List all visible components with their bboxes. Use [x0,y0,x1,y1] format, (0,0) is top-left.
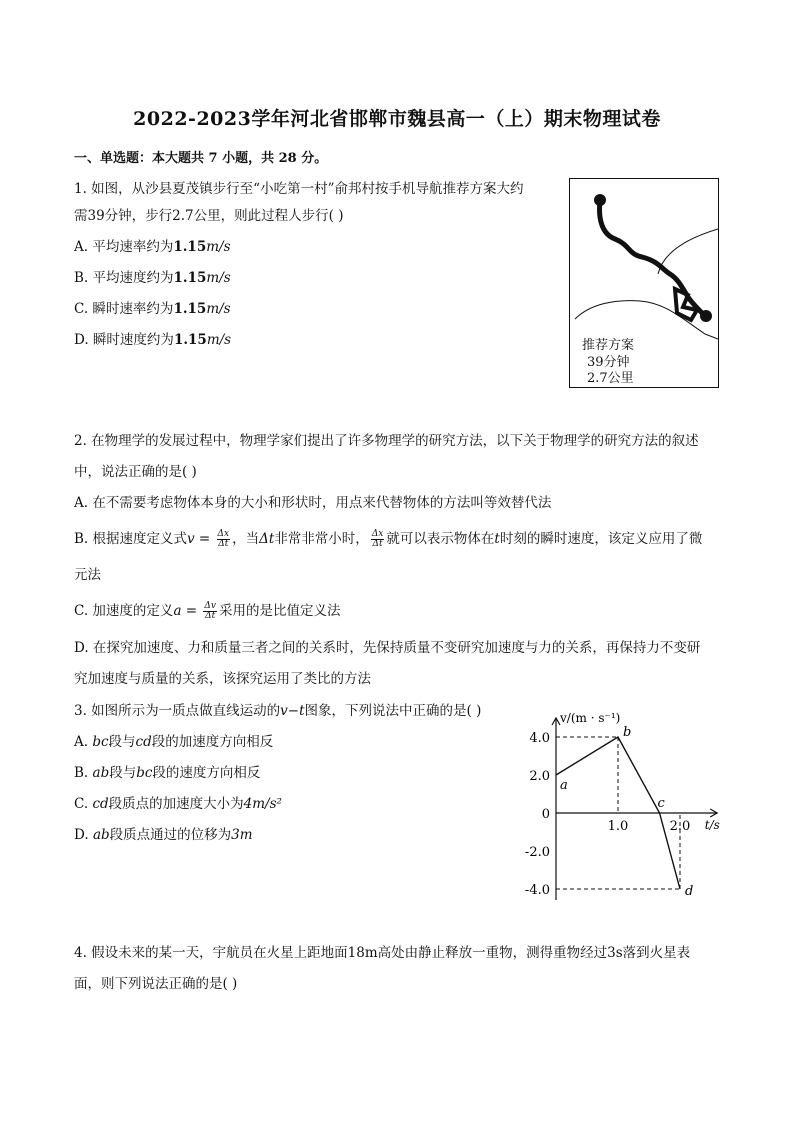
q2-option-b-text5: 时刻的瞬时速度，该定义应用了微 [499,531,703,547]
map-road-line [658,229,718,274]
q1-option-d-unit: m/s [206,332,232,348]
fraction-dx-dt: $\frac{\Delta x}{\Delta t}$ [217,529,230,549]
q3-d-p1: D. [74,827,93,843]
q3-c-p1: C. [74,796,93,812]
q2-option-d-line2: 究加速度与质量的关系，该探究运用了类比的方法 [74,671,371,687]
y-tick-label: 4.0 [529,731,550,746]
q3-stem [74,702,481,720]
q3-b-p1: B. [74,765,93,781]
q2-option-b-text4: 就可以表示物体在 [386,531,495,547]
q1-option-d-text: D. 瞬时速度约为 [74,332,174,348]
q1-stem-line2: 需39分钟，步行2.7公里，则此过程人步行( ) [74,208,344,224]
formula-v: v = [187,531,215,547]
q3-d-v1: ab [92,827,110,843]
point-label-d: d [685,884,694,899]
y-tick-label: 0 [541,807,550,822]
x-tick-label: 1.0 [607,819,629,834]
q2-stem-line2: 中，说法正确的是( ) [74,464,197,480]
q3-option-a [74,733,273,751]
q2-option-c [74,599,340,623]
q1-option-c-unit: m/s [206,301,231,317]
q1-option-c [74,300,231,318]
q3-option-d [74,826,253,844]
q1-option-c-text: C. 瞬时速率约为 [74,301,174,317]
symbol-t: t [494,531,500,547]
q1-option-b [74,269,231,287]
y-tick-label: 2.0 [529,769,550,784]
q1-option-a [74,238,231,256]
q2-option-a: A. 在不需要考虑物体本身的大小和形状时，用点来代替物体的方法叫等效替代法 [74,495,552,511]
q1-option-a-text: A. 平均速率约为 [74,239,174,255]
fraction-dv-dt: $\frac{\Delta v}{\Delta t}$ [204,601,216,621]
q1-stem-line1: 1. 如图，从沙县夏茂镇步行至“小吃第一村”俞邦村按手机导航推荐方案大约 [74,181,524,197]
q3-d-v2: 3m [231,827,253,843]
y-tick-label: -4.0 [524,883,550,898]
q3-a-v1: bc [92,734,109,750]
start-point [594,194,606,206]
y-axis-label: v/(m · s⁻¹) [560,711,621,725]
q4-stem-line1: 4. 假设未来的某一天，宇航员在火星上距地面18m高处由静止释放一重物，测得重物经过3s落到火星表 [74,945,691,961]
q3-stem-text2: 图象，下列说法中正确的是( ) [304,703,482,719]
vt-chart [520,700,730,900]
q1-option-a-unit: m/s [206,239,231,255]
q3-a-p2: 段与 [108,734,136,750]
q3-option-c [74,795,282,813]
q2-option-b-text1: B. 根据速度定义式 [74,531,188,547]
q3-b-v1: ab [92,765,110,781]
formula-a: a = [173,603,202,619]
q2-option-d-line1: D. 在探究加速度、力和质量三者之间的关系时，先保持质量不变研究加速度与力的关系，再保持力不变研 [74,640,701,656]
q1-option-c-value: 1.15 [173,301,207,317]
q3-a-p3: 段的加速度方向相反 [151,734,274,750]
q4-stem-line2: 面，则下列说法正确的是( ) [74,976,238,992]
exam-title: 2022-2023学年河北省邯郸市魏县高一（上）期末物理试卷 [133,108,661,130]
q1-map-figure [569,178,719,388]
y-tick-label: -2.0 [524,845,550,860]
q2-stem-line1: 2. 在物理学的发展过程中，物理学家们提出了许多物理学的研究方法，以下关于物理学的研究方法的叙述 [74,433,699,449]
q3-c-v1: cd [92,796,109,812]
point-label-a: a [560,778,568,793]
q3-stem-text1: 3. 如图所示为一质点做直线运动的 [74,703,281,719]
q3-a-v2: cd [135,734,152,750]
fraction-dx-dt-2: $\frac{\Delta x}{\Delta t}$ [371,529,384,549]
q1-option-b-text: B. 平均速度约为 [74,270,174,286]
q1-option-b-value: 1.15 [173,270,207,286]
q2-option-b [74,527,702,551]
q2-option-b-text3: 非常非常小时， [274,531,369,547]
q3-stem-vt: v−t [280,703,305,719]
q1-option-b-unit: m/s [206,270,231,286]
q3-b-p3: 段的速度方向相反 [152,765,261,781]
x-axis-label: t/s [704,818,720,832]
q3-b-v2: bc [136,765,153,781]
symbol-dt: Δt [259,531,275,547]
q3-option-b [74,764,260,782]
q1-option-d-value: 1.15 [173,332,207,348]
point-label-b: b [623,725,632,740]
point-label-c: c [657,796,665,811]
q3-a-p1: A. [74,734,93,750]
x-tick-label: 2.0 [669,819,691,834]
map-label-distance: 2.7公里 [587,371,634,386]
q1-option-d [74,331,231,349]
section-heading: 一、单选题：本大题共 7 小题，共 28 分。 [74,151,328,166]
end-point [700,310,712,322]
q2-option-b-cont: 元法 [74,567,101,583]
q1-option-a-value: 1.15 [173,239,207,255]
q2-option-c-text1: C. 加速度的定义 [74,603,174,619]
map-label-plan: 推荐方案 [582,338,635,353]
q3-c-v2: 4m/s² [243,796,282,812]
q2-option-c-text2: 采用的是比值定义法 [218,603,341,619]
q2-option-b-text2: ，当 [232,531,260,547]
q3-d-p2: 段质点通过的位移为 [109,827,232,843]
map-label-time: 39分钟 [587,355,630,370]
q3-c-p2: 段质点的加速度大小为 [108,796,244,812]
q3-b-p2: 段与 [109,765,137,781]
